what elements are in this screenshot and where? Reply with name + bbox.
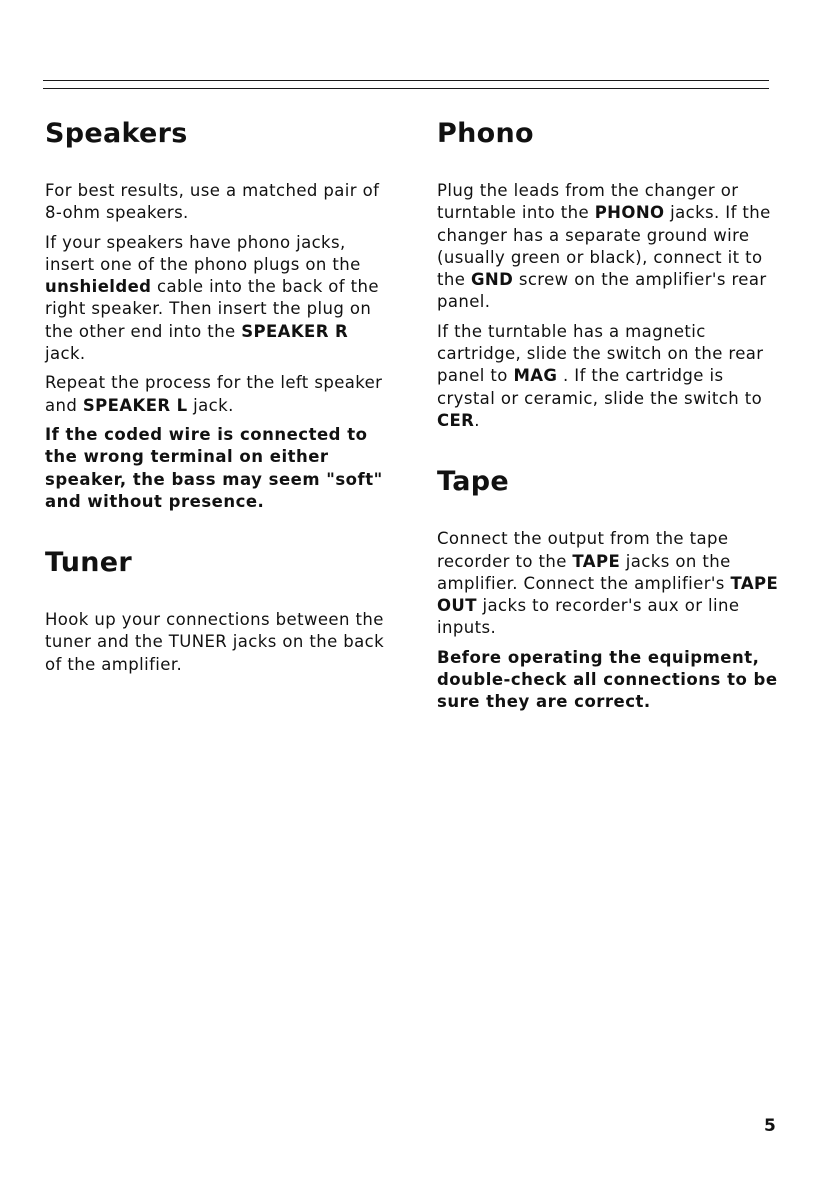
right-column: [437, 104, 782, 721]
header-rule-bottom: [43, 88, 769, 89]
tuner-section: [45, 533, 390, 676]
speaker-l-label: SPEAKER L: [82, 395, 188, 415]
tape-label: TAPE: [572, 551, 621, 571]
text-run: jack.: [187, 395, 234, 415]
tape-warning: Before operating the equipment, double-check all connections to be sure they are correct.: [437, 647, 778, 712]
mag-label: MAG: [513, 366, 558, 386]
text-run: If the turntable has a magnetic cartridge, slide the switch on the rear panel to: [437, 321, 764, 386]
text-run: jacks on the amplifier. Connect the amplifier's: [437, 551, 731, 593]
phono-paragraph-1: [437, 180, 782, 314]
speakers-warning: If the coded wire is connected to the wrong terminal on either speaker, the bass may seem "soft" and without presence.: [45, 424, 383, 511]
left-column: [45, 104, 390, 683]
text-run: screw on the amplifier's rear panel.: [437, 270, 767, 312]
unshielded-emphasis: unshielded: [45, 277, 152, 297]
phono-heading: Phono: [437, 118, 534, 149]
cer-label: CER: [437, 410, 475, 430]
tape-section: [437, 452, 782, 713]
speaker-r-label: SPEAKER R: [241, 321, 349, 341]
page-number: 5: [764, 1116, 776, 1136]
text-run: jack.: [45, 344, 86, 364]
text-run: jacks to recorder's aux or line inputs.: [437, 596, 740, 638]
speakers-paragraph-1: For best results, use a matched pair of 8-ohm speakers.: [45, 181, 380, 223]
phono-label: PHONO: [594, 203, 665, 223]
speakers-heading: Speakers: [45, 118, 188, 149]
text-run: If your speakers have phono jacks, insert one of the phono plugs on the: [45, 232, 361, 274]
speakers-section: [45, 104, 390, 513]
tape-paragraph-1: [437, 528, 782, 639]
tuner-heading: Tuner: [45, 547, 133, 579]
text-run: Repeat the process for the left speaker and: [45, 373, 383, 415]
speakers-paragraph-2: [45, 232, 390, 366]
text-run: . If the cartridge is crystal or ceramic, slide the switch to: [437, 366, 763, 408]
phono-section: [437, 104, 782, 432]
text-run: cable into the back of the right speaker. Then insert the plug on the other end into the: [45, 277, 379, 341]
text-run: .: [474, 410, 480, 430]
phono-paragraph-2: [437, 321, 782, 432]
speakers-paragraph-3: [45, 372, 390, 417]
header-rule-top: [43, 80, 769, 81]
tape-out-label: TAPE OUT: [437, 573, 779, 616]
tuner-paragraph-1: Hook up your connections between the tuner and the TUNER jacks on the back of the amplifier.: [45, 610, 385, 674]
text-run: jacks. If the changer has a separate ground wire (usually green or black), connect it to the: [437, 203, 771, 290]
gnd-label: GND: [470, 270, 514, 290]
text-run: Plug the leads from the changer or turntable into the: [437, 181, 739, 223]
tape-heading: Tape: [437, 466, 509, 498]
text-run: Connect the output from the tape recorder to the: [437, 529, 729, 571]
